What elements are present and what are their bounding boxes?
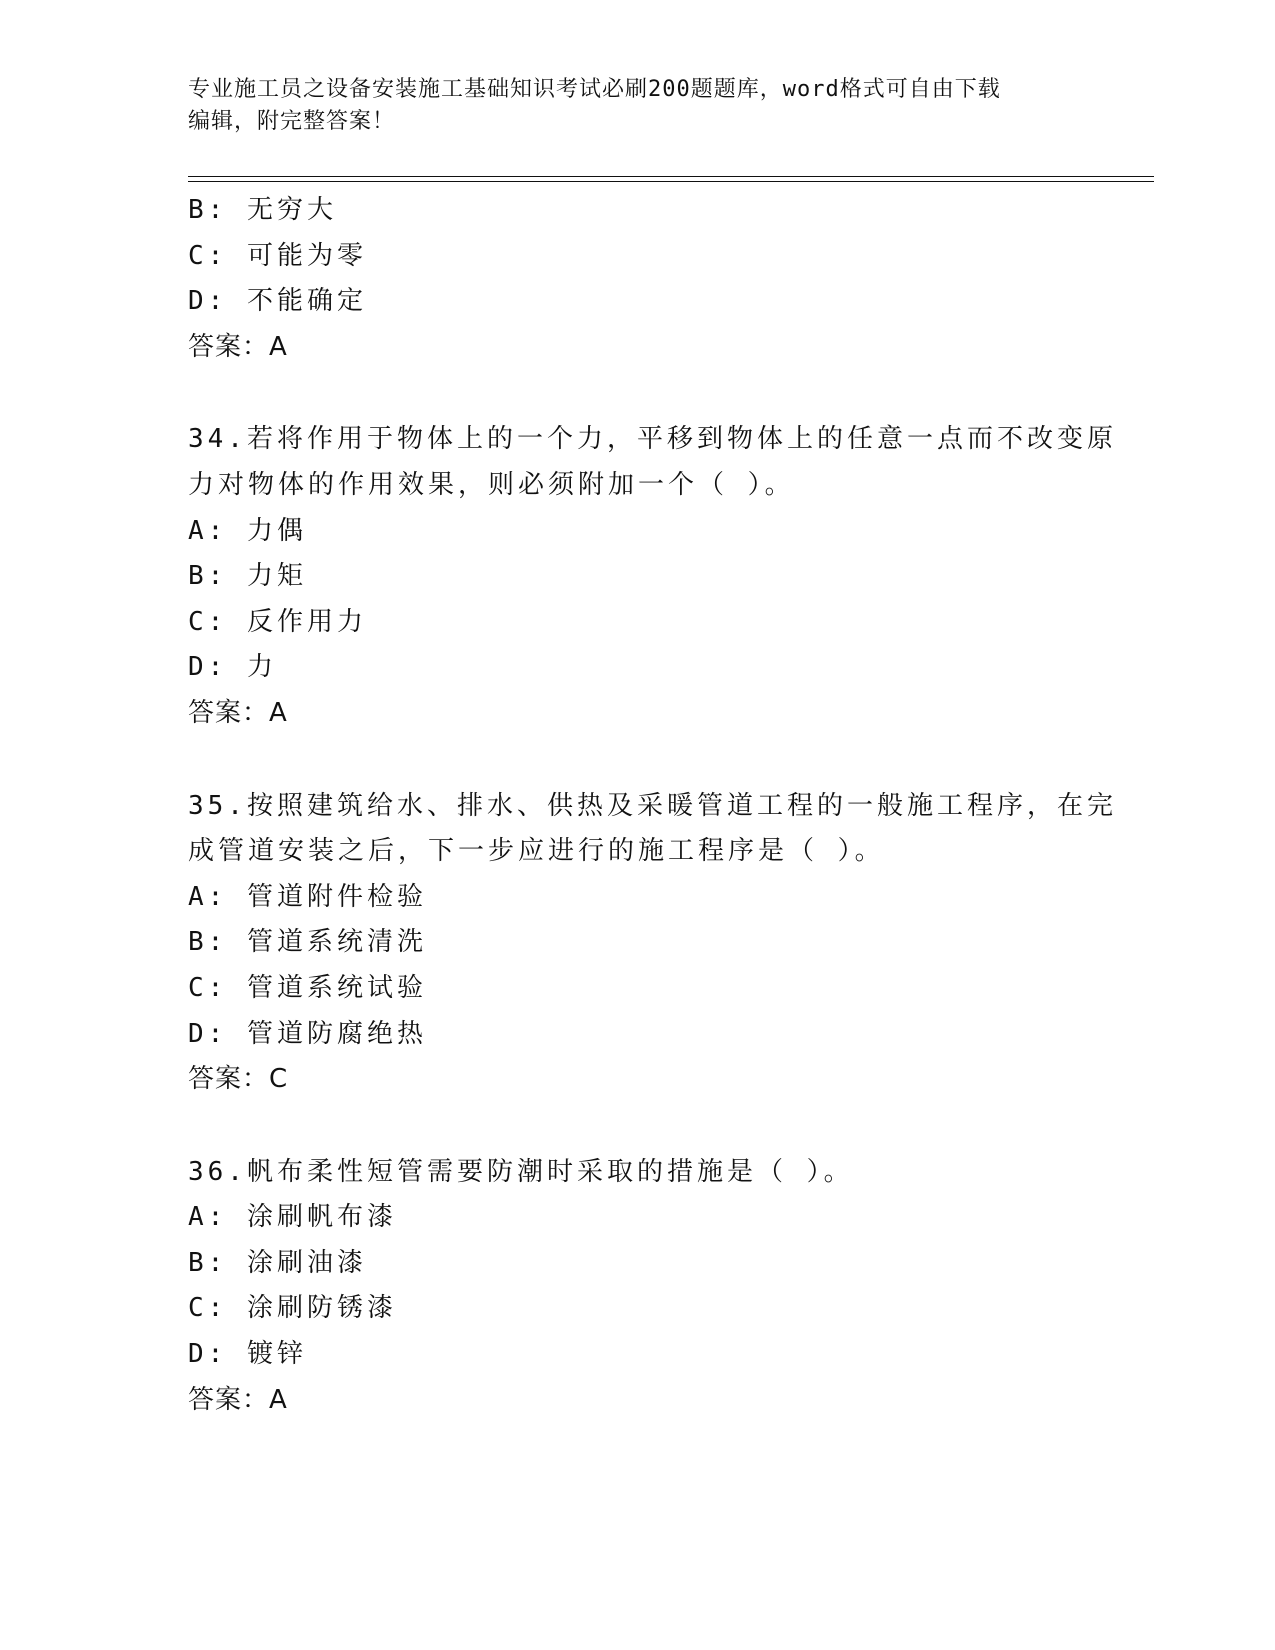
question-35 (188, 784, 1117, 1103)
answer-line: 答案：A (188, 331, 288, 362)
option-c: C: 反作用力 (188, 606, 367, 637)
header-line-2: 编辑，附完整答案！ (188, 109, 396, 134)
answer-line: 答案：A (188, 697, 288, 728)
question-stem: 成管道安装之后，下一步应进行的施工程序是（ ）。 (188, 836, 885, 867)
option-b: B: 管道系统清洗 (188, 927, 427, 958)
option-d: D: 不能确定 (188, 286, 367, 317)
question-34 (188, 417, 1117, 736)
option-d: D: 管道防腐绝热 (188, 1018, 427, 1049)
option-b: B: 力矩 (188, 561, 307, 592)
option-a: A: 力偶 (188, 515, 307, 546)
question-36 (188, 1150, 1088, 1424)
question-stem: 34.若将作用于物体上的一个力，平移到物体上的任意一点而不改变原 (188, 424, 1117, 455)
question-stem: 力对物体的作用效果，则必须附加一个（ ）。 (188, 469, 795, 500)
document-header (188, 74, 1088, 138)
question-stem: 35.按照建筑给水、排水、供热及采暖管道工程的一般施工程序，在完 (188, 790, 1117, 821)
option-a: A: 管道附件检验 (188, 881, 427, 912)
question-stem: 36.帆布柔性短管需要防潮时采取的措施是（ ）。 (188, 1156, 854, 1187)
option-d: D: 力 (188, 652, 277, 683)
answer-line: 答案：A (188, 1384, 288, 1415)
option-b: B: 无穷大 (188, 195, 337, 225)
option-c: C: 管道系统试验 (188, 972, 427, 1003)
option-d: D: 镀锌 (188, 1339, 307, 1370)
question-33-continued (188, 188, 1088, 370)
header-rule-top (188, 176, 1154, 177)
question-list (188, 188, 1117, 1423)
option-a: A: 涂刷帆布漆 (188, 1202, 397, 1233)
header-line-1: 专业施工员之设备安装施工基础知识考试必刷200题题库，word格式可自由下载 (188, 77, 1001, 102)
option-b: B: 涂刷油漆 (188, 1247, 367, 1278)
answer-line: 答案：C (188, 1064, 289, 1095)
header-rule-bottom (188, 181, 1154, 182)
option-c: C: 涂刷防锈漆 (188, 1293, 397, 1324)
option-c: C: 可能为零 (188, 240, 367, 271)
